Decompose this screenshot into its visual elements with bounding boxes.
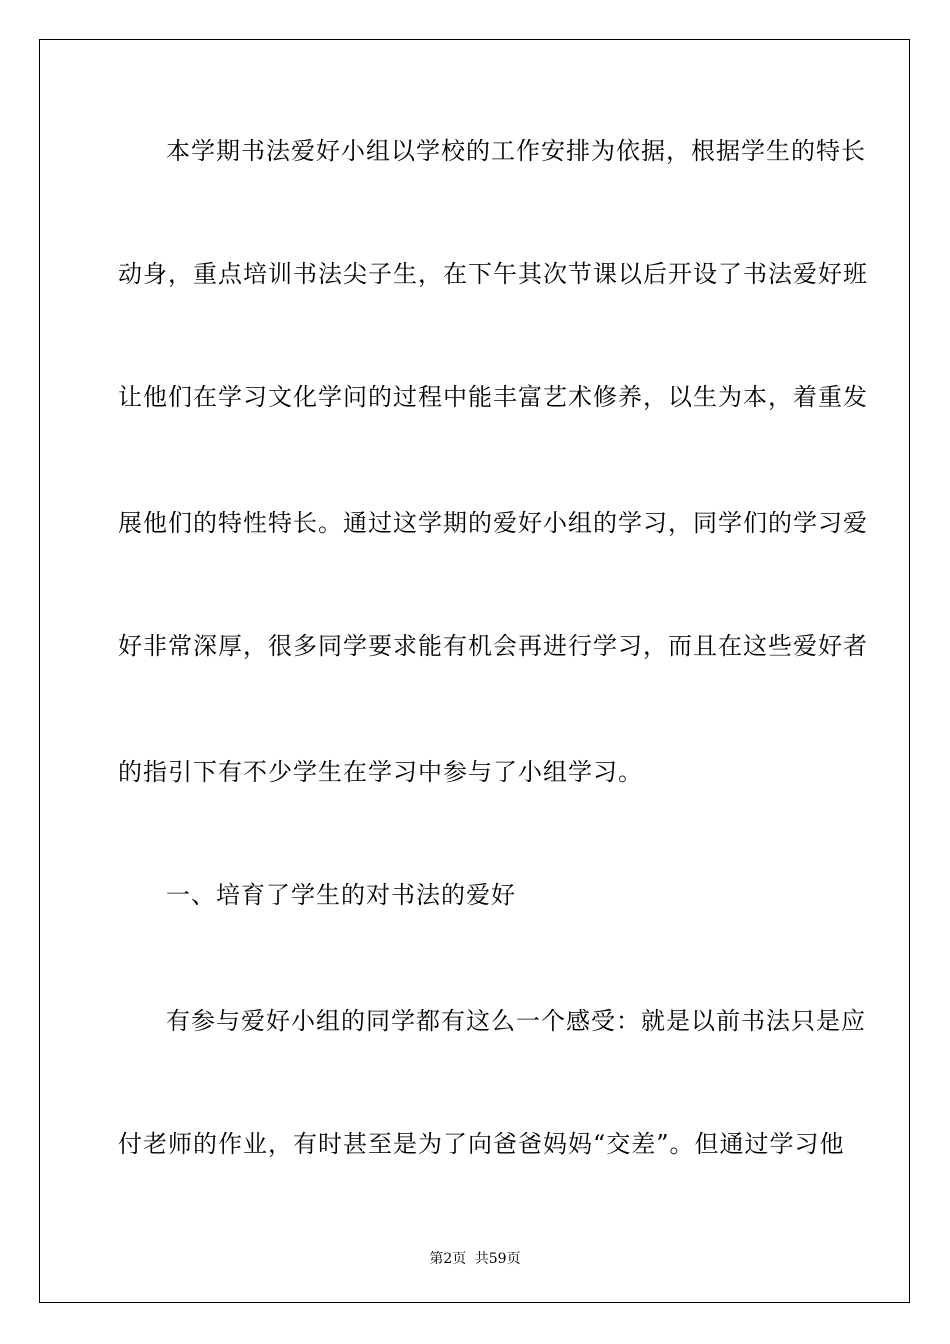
paragraph-line: 有参与爱好小组的同学都有这么一个感受：就是以前书法只是应	[166, 1007, 866, 1035]
paragraph-line: 动身，重点培训书法尖子生，在下午其次节课以后开设了书法爱好班	[118, 260, 868, 288]
paragraph-line: 展他们的特性特长。通过这学期的爱好小组的学习，同学们的学习爱	[118, 509, 868, 537]
page-frame	[39, 39, 910, 1303]
paragraph-line: 让他们在学习文化学问的过程中能丰富艺术修养，以生为本，着重发	[118, 383, 868, 411]
page-footer	[0, 1248, 950, 1268]
paragraph-line: 本学期书法爱好小组以学校的工作安排为依据，根据学生的特长	[166, 137, 866, 165]
current-page-number: 第2页	[429, 1251, 467, 1267]
total-page-count: 共59页	[474, 1251, 521, 1267]
paragraph-line: 好非常深厚，很多同学要求能有机会再进行学习，而且在这些爱好者	[118, 632, 868, 660]
paragraph-line: 付老师的作业，有时甚至是为了向爸爸妈妈“交差”。但通过学习他	[118, 1130, 845, 1158]
paragraph-line: 的指引下有不少学生在学习中参与了小组学习。	[118, 758, 643, 786]
section-heading: 一、培育了学生的对书法的爱好	[166, 881, 516, 909]
